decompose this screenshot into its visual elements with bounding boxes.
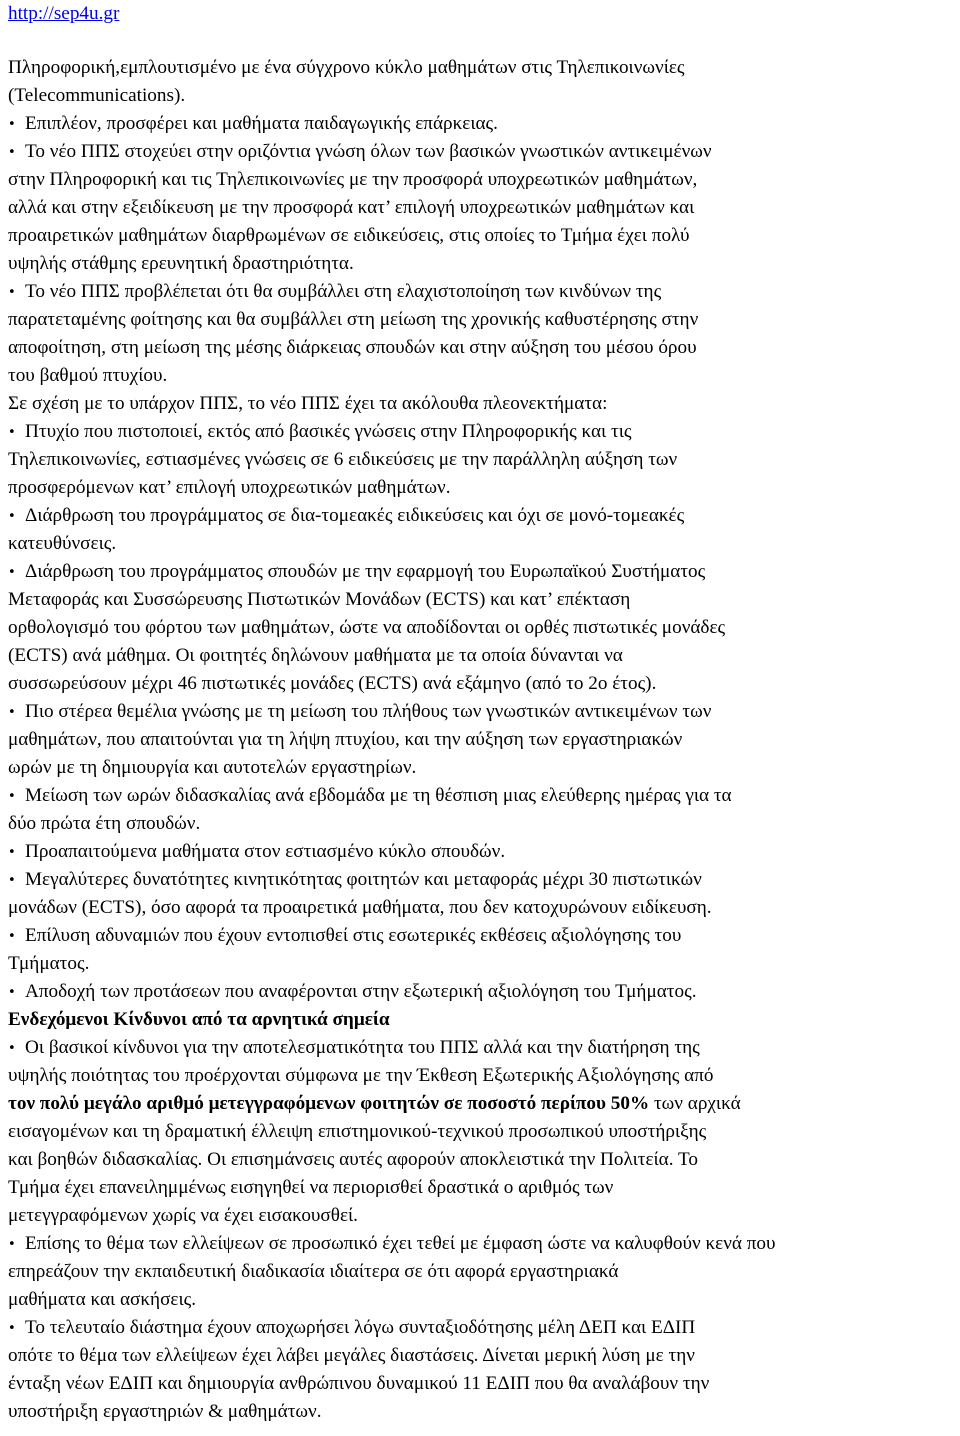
line-text: υψηλής στάθμης ερευνητική δραστηριότητα. bbox=[8, 253, 354, 274]
text-line bbox=[8, 1034, 960, 1062]
line-text: στην Πληροφορική και τις Τηλεπικοινωνίες με την προσφορά υποχρεωτικών μαθημάτων, bbox=[8, 169, 698, 190]
text-line bbox=[8, 446, 960, 474]
text-line bbox=[8, 810, 960, 838]
line-text: Τμήματος. bbox=[8, 953, 90, 974]
line-text: Οι βασικοί κίνδυνοι για την αποτελεσματικότητα του ΠΠΣ αλλά και την διατήρηση της bbox=[25, 1037, 700, 1058]
line-text: εισαγομένων και τη δραματική έλλειψη επιστημονικού-τεχνικού προσωπικού υποστήριξης bbox=[8, 1121, 707, 1142]
line-text: παρατεταμένης φοίτησης και θα συμβάλλει στη μείωση της χρονικής καθυστέρησης στην bbox=[8, 309, 699, 330]
document-body bbox=[8, 54, 960, 1426]
bold-text: Ενδεχόμενοι Κίνδυνοι από τα αρνητικά σημεία bbox=[8, 1009, 390, 1030]
text-line bbox=[8, 1286, 960, 1314]
line-text: ορθολογισμό του φόρτου των μαθημάτων, ώστε να αποδίδονται οι ορθές πιστωτικές μονάδες bbox=[8, 617, 726, 638]
text-line bbox=[8, 530, 960, 558]
text-line bbox=[8, 670, 960, 698]
text-line bbox=[8, 82, 960, 110]
text-line bbox=[8, 250, 960, 278]
text-line bbox=[8, 362, 960, 390]
text-line bbox=[8, 978, 960, 1006]
text-line bbox=[8, 558, 960, 586]
line-text: Σε σχέση με το υπάρχον ΠΠΣ, το νέο ΠΠΣ έχει τα ακόλουθα πλεονεκτήματα: bbox=[8, 393, 608, 414]
line-text: Τηλεπικοινωνίες, εστιασμένες γνώσεις σε 6 ειδικεύσεις με την παράλληλη αύξηση των bbox=[8, 449, 678, 470]
line-text: μονάδων (ECTS), όσο αφορά τα προαιρετικά μαθήματα, που δεν κατοχυρώνουν ειδίκευση. bbox=[8, 897, 712, 918]
text-line bbox=[8, 922, 960, 950]
line-text: μαθημάτων, που απαιτούνται για τη λήψη πτυχίου, και την αύξηση των εργαστηριακών bbox=[8, 729, 683, 750]
text-line bbox=[8, 1202, 960, 1230]
line-text: και βοηθών διδασκαλίας. Οι επισημάνσεις αυτές αφορούν αποκλειστικά την Πολιτεία. Το bbox=[8, 1149, 698, 1170]
text-line bbox=[8, 586, 960, 614]
text-line bbox=[8, 1342, 960, 1370]
text-line bbox=[8, 502, 960, 530]
line-text: Αποδοχή των προτάσεων που αναφέρονται στην εξωτερική αξιολόγηση του Τμήματος. bbox=[25, 981, 697, 1002]
line-text: (Telecommunications). bbox=[8, 85, 186, 106]
text-line bbox=[8, 726, 960, 754]
line-text: Πληροφορική,εμπλουτισμένο με ένα σύγχρονο κύκλο μαθημάτων στις Τηλεπικοινωνίες bbox=[8, 57, 685, 78]
text-line bbox=[8, 1062, 960, 1090]
line-text: Το νέο ΠΠΣ στοχεύει στην οριζόντια γνώση όλων των βασικών γνωστικών αντικειμένων bbox=[25, 141, 712, 162]
text-line bbox=[8, 110, 960, 138]
text-line bbox=[8, 54, 960, 82]
text-line bbox=[8, 334, 960, 362]
line-text: Προαπαιτούμενα μαθήματα στον εστιασμένο κύκλο σπουδών. bbox=[25, 841, 506, 862]
text-line bbox=[8, 194, 960, 222]
bullet-icon: • bbox=[8, 117, 16, 132]
source-link[interactable]: http://sep4u.gr bbox=[8, 3, 120, 24]
text-line bbox=[8, 138, 960, 166]
text-line bbox=[8, 278, 960, 306]
bullet-icon: • bbox=[8, 509, 16, 524]
line-text: του βαθμού πτυχίου. bbox=[8, 365, 168, 386]
text-line bbox=[8, 614, 960, 642]
text-line bbox=[8, 782, 960, 810]
text-line bbox=[8, 894, 960, 922]
bullet-icon: • bbox=[8, 929, 16, 944]
bullet-icon: • bbox=[8, 873, 16, 888]
text-line bbox=[8, 838, 960, 866]
text-line bbox=[8, 1230, 960, 1258]
bullet-icon: • bbox=[8, 1321, 16, 1336]
bullet-icon: • bbox=[8, 425, 16, 440]
text-line bbox=[8, 698, 960, 726]
line-text: προσφερόμενων κατ’ επιλογή υποχρεωτικών μαθημάτων. bbox=[8, 477, 451, 498]
line-text: υψηλής ποιότητας του προέρχονται σύμφωνα με την Έκθεση Εξωτερικής Αξιολόγησης από bbox=[8, 1065, 714, 1086]
text-line bbox=[8, 950, 960, 978]
line-text: οπότε το θέμα των ελλείψεων έχει λάβει μεγάλες διαστάσεις. Δίνεται μερική λύση με την bbox=[8, 1345, 695, 1366]
bold-text: τον πολύ μεγάλο αριθμό μετεγγραφόμενων φοιτητών σε ποσοστό περίπου 50% bbox=[8, 1093, 650, 1114]
line-text: Πτυχίο που πιστοποιεί, εκτός από βασικές γνώσεις στην Πληροφορικής και τις bbox=[25, 421, 632, 442]
line-text: συσσωρεύσουν μέχρι 46 πιστωτικές μονάδες (ECTS) ανά εξάμηνο (από το 2ο έτος). bbox=[8, 673, 657, 694]
bullet-icon: • bbox=[8, 1041, 16, 1056]
line-text: (ECTS) ανά μάθημα. Οι φοιτητές δηλώνουν μαθήματα με τα οποία δύνανται να bbox=[8, 645, 623, 666]
line-text: προαιρετικών μαθημάτων διαρθρωμένων σε ειδικεύσεις, στις οποίες το Τμήμα έχει πολύ bbox=[8, 225, 690, 246]
line-text: μετεγγραφόμενων χωρίς να έχει εισακουσθεί. bbox=[8, 1205, 358, 1226]
text-line bbox=[8, 1090, 960, 1118]
text-line bbox=[8, 1398, 960, 1426]
line-text: Το τελευταίο διάστημα έχουν αποχωρήσει λόγω συνταξιοδότησης μέλη ΔΕΠ και ΕΔΙΠ bbox=[25, 1317, 696, 1338]
text-line bbox=[8, 1146, 960, 1174]
line-text: Επιπλέον, προσφέρει και μαθήματα παιδαγωγικής επάρκειας. bbox=[25, 113, 498, 134]
bullet-icon: • bbox=[8, 789, 16, 804]
line-text: ένταξη νέων ΕΔΙΠ και δημιουργία ανθρώπινου δυναμικού 11 ΕΔΙΠ που θα αναλάβουν την bbox=[8, 1373, 710, 1394]
bullet-icon: • bbox=[8, 565, 16, 580]
line-text: Διάρθρωση του προγράμματος σε δια-τομεακές ειδικεύσεις και όχι σε μονό-τομεακές bbox=[25, 505, 685, 526]
bullet-icon: • bbox=[8, 145, 16, 160]
line-text: Μείωση των ωρών διδασκαλίας ανά εβδομάδα με τη θέσπιση μιας ελεύθερης ημέρας για τα bbox=[25, 785, 732, 806]
line-text: των αρχικά bbox=[649, 1093, 741, 1114]
line-text: Διάρθρωση του προγράμματος σπουδών με την εφαρμογή του Ευρωπαϊκού Συστήματος bbox=[25, 561, 706, 582]
text-line bbox=[8, 418, 960, 446]
line-text: αλλά και στην εξειδίκευση με την προσφορά κατ’ επιλογή υποχρεωτικών μαθημάτων και bbox=[8, 197, 695, 218]
line-text: υποστήριξη εργαστηριών & μαθημάτων. bbox=[8, 1401, 322, 1422]
text-line bbox=[8, 166, 960, 194]
line-text: Επίσης το θέμα των ελλείψεων σε προσωπικό έχει τεθεί με έμφαση ώστε να καλυφθούν κενά που bbox=[25, 1233, 776, 1254]
bullet-icon: • bbox=[8, 1237, 16, 1252]
line-text: Το νέο ΠΠΣ προβλέπεται ότι θα συμβάλλει στη ελαχιστοποίηση των κινδύνων της bbox=[25, 281, 662, 302]
text-line bbox=[8, 1314, 960, 1342]
text-line bbox=[8, 1006, 960, 1034]
text-line bbox=[8, 866, 960, 894]
line-text: Μεταφοράς και Συσσώρευσης Πιστωτικών Μονάδων (ECTS) και κατ’ επέκταση bbox=[8, 589, 631, 610]
line-text: Τμήμα έχει επανειλημμένως εισηγηθεί να περιορισθεί δραστικά ο αριθμός των bbox=[8, 1177, 614, 1198]
text-line bbox=[8, 1258, 960, 1286]
text-line bbox=[8, 306, 960, 334]
text-line bbox=[8, 1118, 960, 1146]
line-text: Μεγαλύτερες δυνατότητες κινητικότητας φοιτητών και μεταφοράς μέχρι 30 πιστωτικών bbox=[25, 869, 702, 890]
text-line bbox=[8, 474, 960, 502]
bullet-icon: • bbox=[8, 985, 16, 1000]
bullet-icon: • bbox=[8, 705, 16, 720]
line-text: επηρεάζουν την εκπαιδευτική διαδικασία ιδιαίτερα σε ότι αφορά εργαστηριακά bbox=[8, 1261, 619, 1282]
text-line bbox=[8, 1174, 960, 1202]
bullet-icon: • bbox=[8, 845, 16, 860]
text-line bbox=[8, 390, 960, 418]
line-text: δύο πρώτα έτη σπουδών. bbox=[8, 813, 201, 834]
line-text: Πιο στέρεα θεμέλια γνώσης με τη μείωση του πλήθους των γνωστικών αντικειμένων των bbox=[25, 701, 712, 722]
text-line bbox=[8, 642, 960, 670]
line-text: κατευθύνσεις. bbox=[8, 533, 117, 554]
text-line bbox=[8, 754, 960, 782]
line-text: μαθήματα και ασκήσεις. bbox=[8, 1289, 197, 1310]
text-line bbox=[8, 1370, 960, 1398]
bullet-icon: • bbox=[8, 285, 16, 300]
line-text: αποφοίτηση, στη μείωση της μέσης διάρκειας σπουδών και στην αύξηση του μέσου όρου bbox=[8, 337, 697, 358]
line-text: ωρών με τη δημιουργία και αυτοτελών εργαστηρίων. bbox=[8, 757, 417, 778]
text-line bbox=[8, 222, 960, 250]
line-text: Επίλυση αδυναμιών που έχουν εντοπισθεί στις εσωτερικές εκθέσεις αξιολόγησης του bbox=[25, 925, 682, 946]
